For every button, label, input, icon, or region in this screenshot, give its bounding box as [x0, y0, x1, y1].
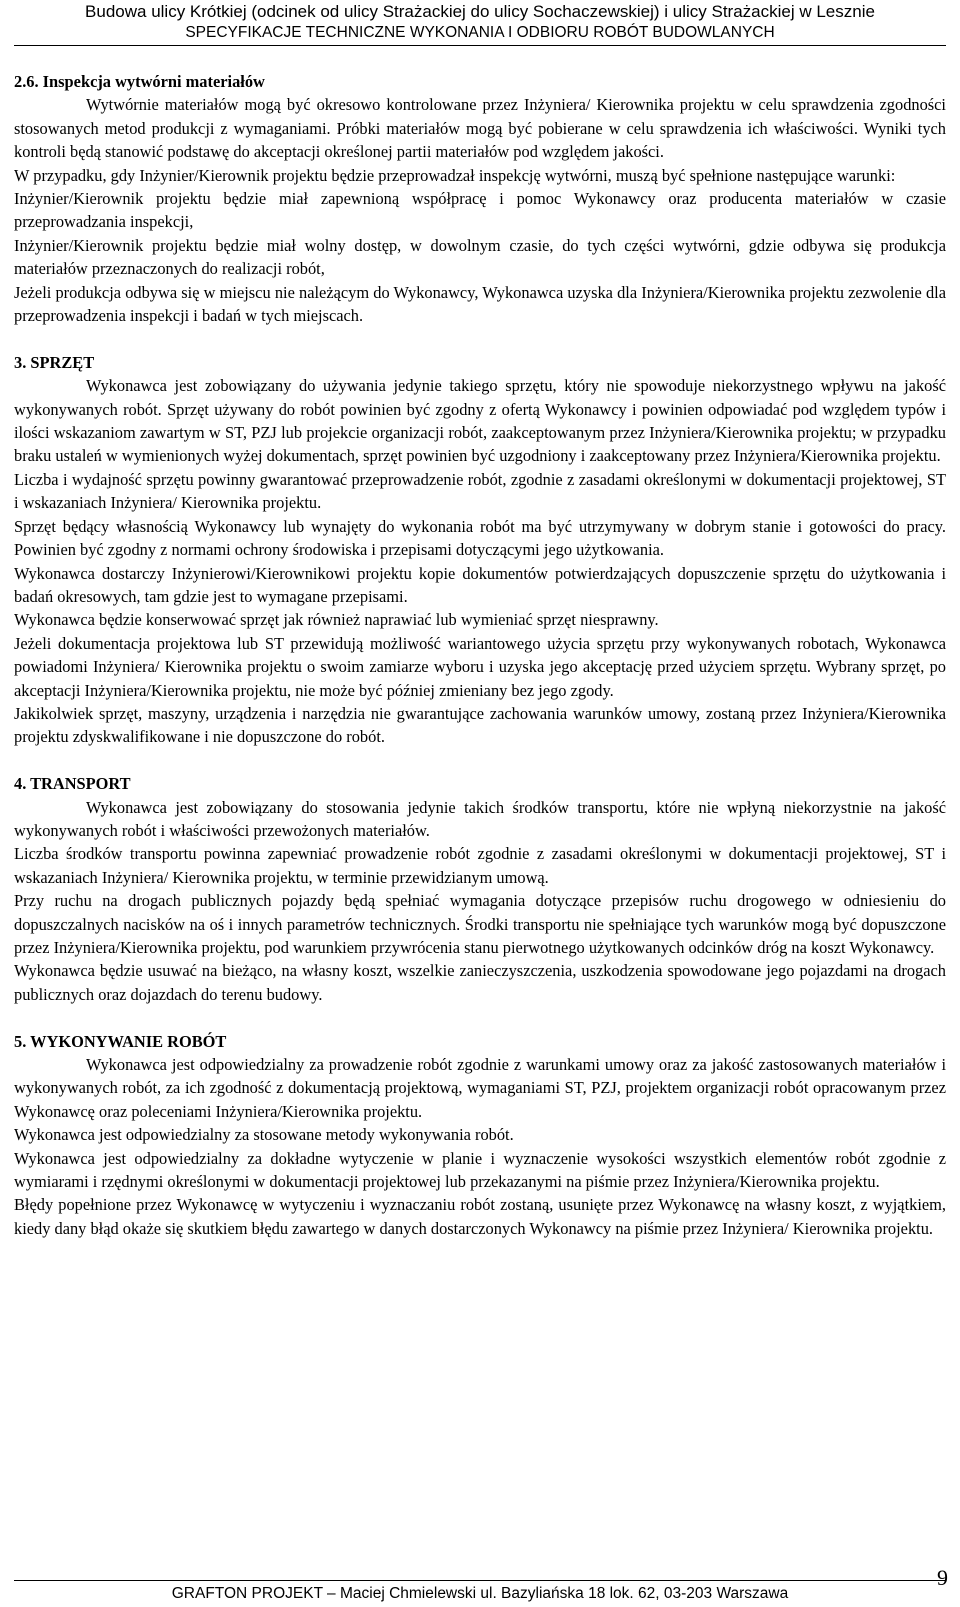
paragraph: Wykonawca jest zobowiązany do stosowania jedynie takich środków transportu, które nie wpłyną niekorzystnie na jakość wykonywanych robót i właściwości przewożonych materiałów. — [14, 797, 946, 840]
section-heading: 3. SPRZĘT — [14, 352, 95, 372]
paragraph: Jeżeli produkcja odbywa się w miejscu nie należącym do Wykonawcy, Wykonawca uzyska dla Inżyniera/Kierownika projektu zezwolenie dla przeprowadzenia inspekcji i badań w tych miejscach. — [14, 282, 946, 326]
footer-rule — [14, 1580, 946, 1581]
paragraph: Jeżeli dokumentacja projektowa lub ST przewidują możliwość wariantowego użycia sprzętu przy wykonywanych robotach, Wykonawca powiadomi Inżyniera/ Kierownika projektu o swoim zamiarze wyboru i uzyska jego akceptację przed użyciem sprzętu. Wybrany sprzęt, po akceptacji Inżyniera/Kierownika projektu, nie może być później zmieniany bez jego zgody. — [14, 633, 946, 700]
paragraph: Wytwórnie materiałów mogą być okresowo kontrolowane przez Inżyniera/ Kierownika projektu w celu sprawdzenia zgodności stosowanych metod produkcji z wymaganiami. Próbki materiałów mogą być pobierane w celu sprawdzenia ich właściwości. Wyniki tych kontroli będą stanowić podstawę do akceptacji określonej partii materiałów pod względem jakości. — [14, 95, 946, 162]
paragraph: Wykonawca będzie usuwać na bieżąco, na własny koszt, wszelkie zanieczyszczenia, uszkodzenia spowodowane jego pojazdami na drogach publicznych oraz dojazdach do terenu budowy. — [14, 961, 946, 1004]
section-heading: 5. WYKONYWANIE ROBÓT — [14, 1031, 227, 1051]
paragraph: Błędy popełnione przez Wykonawcę w wytyczeniu i wyznaczaniu robót zostaną, usunięte przez Wykonawcę na własny koszt, z wyjątkiem, kiedy dany błąd okaże się skutkiem błędu zawartego w danych dostarczonych Wykonawcy na piśmie przez Inżyniera/ Kierownika projektu. — [14, 1195, 946, 1238]
paragraph: Wykonawca jest odpowiedzialny za stosowane metody wykonywania robót. — [14, 1125, 514, 1145]
paragraph: Wykonawca jest odpowiedzialny za prowadzenie robót zgodnie z warunkami umowy oraz za jakość zastosowanych materiałów i wykonywanych robót, za ich zgodność z dokumentacją projektową, wymaganiami ST, PZJ, projektem organizacji robót opracowanym przez Wykonawcę oraz poleceniami Inżyniera/Kierownika projektu. — [14, 1055, 946, 1121]
document-title: Budowa ulicy Krótkiej (odcinek od ulicy Strażackiej do ulicy Sochaczewskiej) i ulicy Strażackiej w Lesznie — [85, 2, 875, 21]
paragraph: Jakikolwiek sprzęt, maszyny, urządzenia i narzędzia nie gwarantujące zachowania warunków umowy, zostaną przez Inżyniera/Kierownika projektu zdyskwalifikowane i nie dopuszczone do robót. — [14, 703, 946, 747]
paragraph: Wykonawca dostarczy Inżynierowi/Kierownikowi projektu kopie dokumentów potwierdzających dopuszczenie sprzętu do użytkowania i badań okresowych, tam gdzie jest to wymagane przepisami. — [14, 563, 946, 606]
paragraph: Sprzęt będący własnością Wykonawcy lub wynajęty do wykonania robót ma być utrzymywany w dobrym stanie i gotowości do pracy. Powinien być zgodny z normami ochrony środowiska i przepisami dotyczącymi jego użytkowania. — [14, 516, 946, 560]
paragraph: Liczba i wydajność sprzętu powinny gwarantować przeprowadzenie robót, zgodnie z zasadami określonymi w dokumentacji projektowej, ST i wskazaniach Inżyniera/ Kierownika projektu. — [14, 469, 946, 513]
paragraph: Inżynier/Kierownik projektu będzie miał wolny dostęp, w dowolnym czasie, do tych części wytwórni, gdzie odbywa się produkcja materiałów przeznaczonych do realizacji robót, — [14, 235, 946, 279]
paragraph: Wykonawca jest odpowiedzialny za dokładne wytyczenie w planie i wyznaczenie wysokości wszystkich elementów robót zgodnie z wymiarami i rzędnymi określonymi w dokumentacji projektowej lub przekazanymi na piśmie przez Inżyniera/Kierownika projektu. — [14, 1148, 946, 1192]
paragraph: Wykonawca będzie konserwować sprzęt jak również naprawiać lub wymieniać sprzęt niesprawny. — [14, 610, 659, 630]
section-heading: 2.6. Inspekcja wytwórni materiałów — [14, 72, 265, 91]
paragraph: Liczba środków transportu powinna zapewniać prowadzenie robót zgodnie z zasadami określonymi w dokumentacji projektowej, ST i wskazaniach Inżyniera/ Kierownika projektu, w terminie przewidzianym umową. — [14, 844, 946, 887]
page-number: 9 — [937, 1565, 948, 1590]
page-footer: GRAFTON PROJEKT – Maciej Chmielewski ul. Bazyliańska 18 lok. 62, 03-203 Warszawa — [171, 1585, 789, 1602]
header-rule — [14, 45, 946, 46]
page-header — [0, 0, 960, 43]
paragraph: Inżynier/Kierownik projektu będzie miał zapewnioną współpracę i pomoc Wykonawcy oraz producenta materiałów w czasie przeprowadzania inspekcji, — [14, 189, 946, 232]
section-heading: 4. TRANSPORT — [14, 774, 131, 794]
paragraph: Wykonawca jest zobowiązany do używania jedynie takiego sprzętu, który nie spowoduje niekorzystnego wpływu na jakość wykonywanych robót. Sprzęt używany do robót powinien być zgodny z ofertą Wykonawcy i powinien odpowiadać pod względem typów i ilości wskazaniom zawartym w ST, PZJ lub projekcie organizacji robót, zaakceptowanym przez Inżyniera/Kierownika projektu; w przypadku braku ustaleń w wymienionych wyżej dokumentach, sprzęt powinien być uzgodniony i zaakceptowany przez Inżyniera/Kierownika projektu. — [14, 376, 946, 466]
paragraph: Przy ruchu na drogach publicznych pojazdy będą spełniać wymagania dotyczące przepisów ruchu drogowego w odniesieniu do dopuszczalnych nacisków na oś i innych parametrów technicznych. Środki transportu nie spełniające tych warunków mogą być dopuszczone przez Inżyniera/Kierownika projektu, pod warunkiem przywrócenia stanu pierwotnego użytkowanych odcinków dróg na koszt Wykonawcy. — [14, 891, 946, 957]
document-body — [14, 70, 946, 1240]
paragraph: W przypadku, gdy Inżynier/Kierownik projektu będzie przeprowadzał inspekcję wytwórni, muszą być spełnione następujące warunki: — [14, 165, 896, 185]
document-subtitle: SPECYFIKACJE TECHNICZNE WYKONANIA I ODBIORU ROBÓT BUDOWLANYCH — [185, 24, 775, 41]
